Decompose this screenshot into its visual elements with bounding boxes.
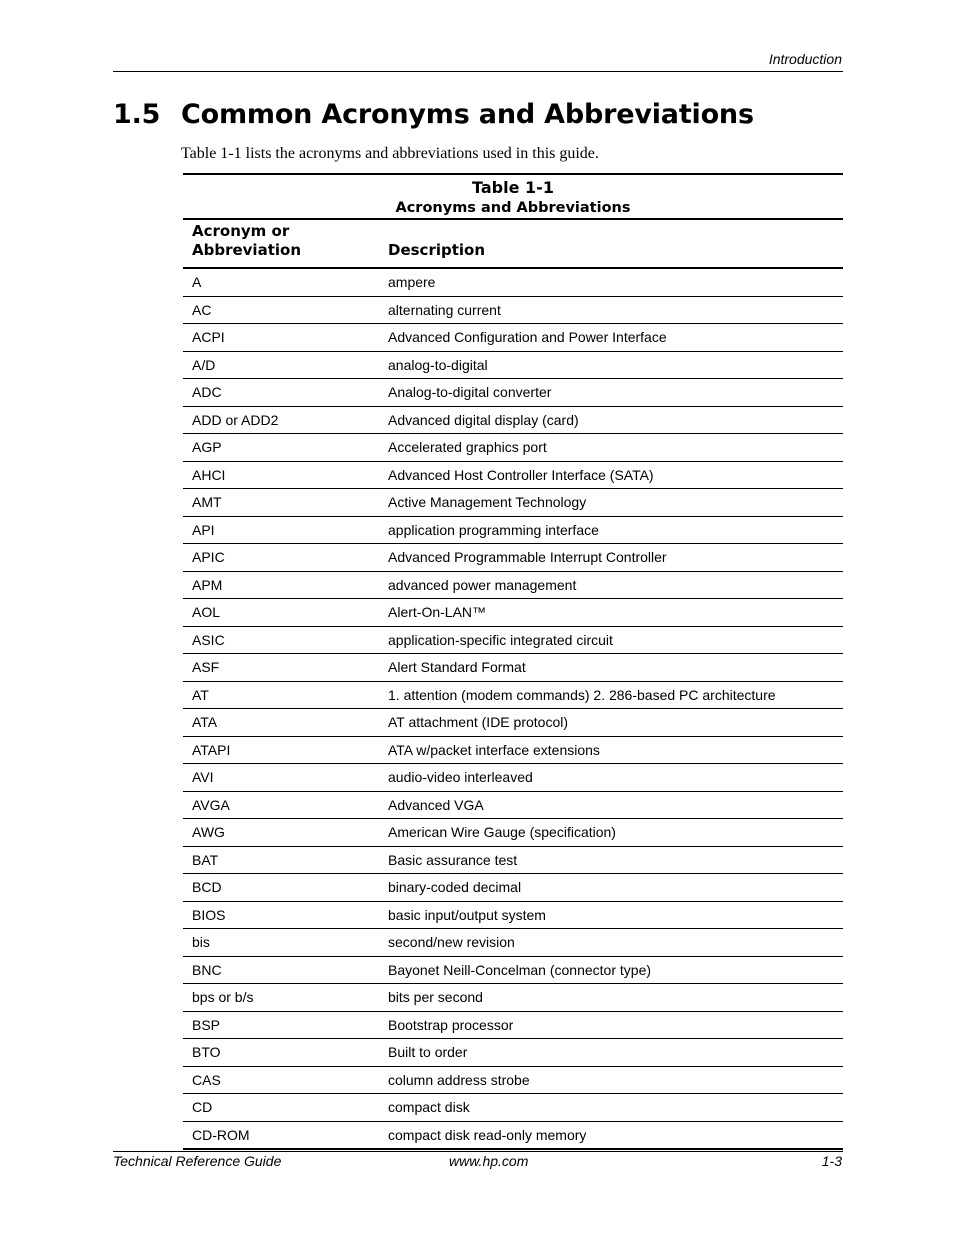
acronym-cell: AHCI	[183, 461, 379, 489]
acronym-cell: ACPI	[183, 324, 379, 352]
acronym-cell: BSP	[183, 1011, 379, 1039]
acronym-cell: AWG	[183, 819, 379, 847]
acronym-cell: BAT	[183, 846, 379, 874]
description-cell: Bootstrap processor	[379, 1011, 843, 1039]
table-row	[183, 324, 843, 352]
column-header-acronym-line2: Abbreviation	[192, 241, 301, 259]
column-header-acronym	[183, 219, 379, 268]
description-cell: application programming interface	[379, 516, 843, 544]
description-cell: ampere	[379, 268, 843, 296]
acronym-cell: ASIC	[183, 626, 379, 654]
description-cell: analog-to-digital	[379, 351, 843, 379]
table-row	[183, 268, 843, 296]
acronyms-table	[183, 218, 843, 1150]
acronym-cell: BIOS	[183, 901, 379, 929]
table-row	[183, 1094, 843, 1122]
table-row	[183, 626, 843, 654]
column-header-acronym-line1: Acronym or	[192, 222, 290, 240]
acronym-cell: bps or b/s	[183, 984, 379, 1012]
description-cell: Analog-to-digital converter	[379, 379, 843, 407]
description-cell: Accelerated graphics port	[379, 434, 843, 462]
description-cell: audio-video interleaved	[379, 764, 843, 792]
table-row	[183, 461, 843, 489]
footer-page-number: 1-3	[821, 1153, 842, 1169]
table-row	[183, 709, 843, 737]
table-row	[183, 544, 843, 572]
description-cell: bits per second	[379, 984, 843, 1012]
acronym-cell: CD	[183, 1094, 379, 1122]
acronym-cell: BCD	[183, 874, 379, 902]
description-cell: Advanced Configuration and Power Interface	[379, 324, 843, 352]
description-cell: Active Management Technology	[379, 489, 843, 517]
acronym-cell: ADD or ADD2	[183, 406, 379, 434]
description-cell: Advanced digital display (card)	[379, 406, 843, 434]
section-title	[113, 99, 754, 130]
description-cell: American Wire Gauge (specification)	[379, 819, 843, 847]
table-row	[183, 1066, 843, 1094]
acronym-cell: ASF	[183, 654, 379, 682]
footer-url: www.hp.com	[449, 1153, 529, 1169]
table-row	[183, 764, 843, 792]
table-row	[183, 846, 843, 874]
acronym-cell: ATAPI	[183, 736, 379, 764]
acronym-cell: BTO	[183, 1039, 379, 1067]
table-title: Acronyms and Abbreviations	[395, 200, 631, 216]
table-number: Table 1-1	[472, 178, 554, 197]
table-row	[183, 406, 843, 434]
table-row	[183, 1121, 843, 1149]
acronym-cell: AVI	[183, 764, 379, 792]
table-row	[183, 379, 843, 407]
description-cell: compact disk read-only memory	[388, 1126, 587, 1143]
description-cell: Alert Standard Format	[379, 654, 843, 682]
table-row	[183, 681, 843, 709]
description-cell: Advanced Host Controller Interface (SATA)	[379, 461, 843, 489]
footer-guide-title: Technical Reference Guide	[113, 1153, 282, 1169]
description-cell: Advanced VGA	[379, 791, 843, 819]
acronym-cell: AOL	[183, 599, 379, 627]
description-cell: alternating current	[379, 296, 843, 324]
description-cell: Alert-On-LAN™	[379, 599, 843, 627]
table-row	[183, 434, 843, 462]
table-row	[183, 654, 843, 682]
footer-rule	[113, 1151, 843, 1152]
table-row	[183, 736, 843, 764]
description-cell: Basic assurance test	[379, 846, 843, 874]
acronym-cell: AMT	[183, 489, 379, 517]
table-row	[183, 296, 843, 324]
table-row	[183, 571, 843, 599]
table-row	[183, 489, 843, 517]
description-cell: column address strobe	[379, 1066, 843, 1094]
table-row	[183, 599, 843, 627]
acronym-cell: CD-ROM	[192, 1126, 250, 1143]
description-cell: 1. attention (modem commands) 2. 286-based PC architecture	[379, 681, 843, 709]
acronym-cell: AT	[183, 681, 379, 709]
acronym-cell: AC	[183, 296, 379, 324]
acronym-cell: bis	[183, 929, 379, 957]
description-cell: Bayonet Neill-Concelman (connector type)	[379, 956, 843, 984]
acronym-cell: ADC	[183, 379, 379, 407]
table-row	[183, 984, 843, 1012]
table-row	[183, 1039, 843, 1067]
description-cell: basic input/output system	[379, 901, 843, 929]
section-heading: Common Acronyms and Abbreviations	[181, 99, 754, 130]
table-row	[183, 929, 843, 957]
acronym-cell: A/D	[183, 351, 379, 379]
table-row	[183, 901, 843, 929]
acronym-cell: API	[183, 516, 379, 544]
acronym-cell: ATA	[183, 709, 379, 737]
table-row	[183, 819, 843, 847]
description-cell: AT attachment (IDE protocol)	[379, 709, 843, 737]
table-body	[183, 268, 843, 1149]
table-row	[183, 1011, 843, 1039]
acronym-cell: AVGA	[183, 791, 379, 819]
description-cell: application-specific integrated circuit	[379, 626, 843, 654]
table-row	[183, 516, 843, 544]
acronym-cell: AGP	[183, 434, 379, 462]
running-header: Introduction	[768, 51, 842, 67]
description-cell: advanced power management	[379, 571, 843, 599]
table-header-row	[183, 219, 843, 268]
header-rule	[113, 71, 843, 72]
table-row	[183, 874, 843, 902]
table-row	[183, 351, 843, 379]
intro-paragraph: Table 1-1 lists the acronyms and abbreviations used in this guide.	[181, 145, 599, 162]
table-caption	[183, 173, 843, 218]
acronym-cell: A	[183, 268, 379, 296]
description-cell: Advanced Programmable Interrupt Controller	[379, 544, 843, 572]
description-cell: binary-coded decimal	[379, 874, 843, 902]
acronym-cell: APIC	[183, 544, 379, 572]
table-row	[183, 956, 843, 984]
column-header-description: Description	[379, 219, 843, 268]
acronym-cell: BNC	[183, 956, 379, 984]
description-cell: second/new revision	[379, 929, 843, 957]
acronyms-table-container	[183, 173, 843, 1150]
table-row	[183, 791, 843, 819]
acronym-cell: CAS	[183, 1066, 379, 1094]
description-cell: compact disk	[379, 1094, 843, 1122]
description-cell: ATA w/packet interface extensions	[379, 736, 843, 764]
acronym-cell: APM	[183, 571, 379, 599]
description-cell: Built to order	[379, 1039, 843, 1067]
section-number: 1.5	[113, 99, 161, 130]
